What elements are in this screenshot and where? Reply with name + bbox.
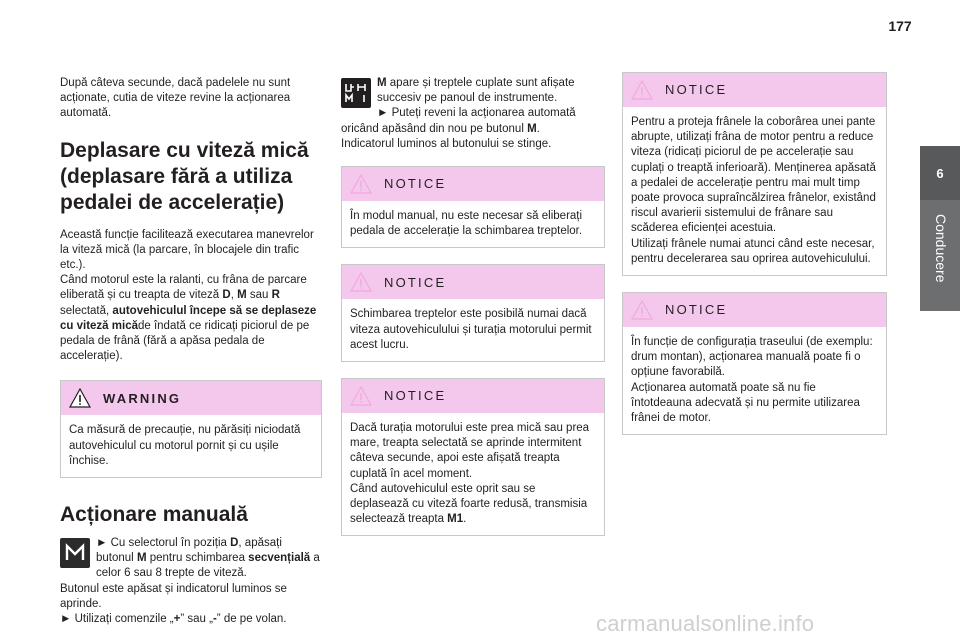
low-speed-paragraph-a: Această funcție facilitează executarea manevrelor la viteză mică (la parcare, în blocajele din trafic etc.). [60,228,314,272]
notice-box-1 [341,166,605,248]
column-3 [622,76,887,435]
notice-text-3: Dacă turația motorului este prea mică sau prea mare, treapta selectată se aprinde intermitent câteva secunde, apoi este afișată treapta cuplată în acel moment. Când autovehiculul este oprit sau se deplasează cu viteză foarte redusă, transmisia selectează treapta M1. [350,422,590,526]
notice-header-1 [342,167,604,201]
notice-header-3 [342,379,604,413]
notice-triangle-icon [350,272,372,292]
return-auto-instruction: ► Puteți reveni la acționarea automată oricând apăsând din nou pe butonul M. [341,107,576,135]
notice-box-3 [341,378,605,536]
notice-text-5: În funcție de configurația traseului (de exemplu: drum montan), acționarea manuală poate fi o opțiune favorabilă. Acționarea automată poate să nu fie întotdeauna adecvată și nu permite utilizarea frânei de motor. [631,336,873,425]
section-heading-manual: Acționare manuală [60,503,248,527]
notice-box-2 [341,264,605,362]
low-speed-paragraph-b: Când motorul este la ralanti, cu frâna de parcare eliberată și cu treapta de viteză D, M sau R selectată, autovehiculul începe să se deplaseze cu viteză micăde îndată ce ridicați piciorul de pe pedala de frână (fără a apăsa pedala de accelerație). [60,274,317,363]
warning-triangle-icon [69,388,91,408]
notice-header-2 [342,265,604,299]
chapter-label: Conducere [933,214,949,283]
section-heading-low-speed: Deplasare cu viteză mică (deplasare fără a utiliza pedalei de accelerație) [60,138,309,214]
notice-triangle-icon [350,386,372,406]
notice-triangle-icon [631,80,653,100]
chapter-number: 6 [920,146,960,200]
intro-paragraph: După câteva secunde, dacă padelele nu sunt acționate, cutia de viteze revine la acționarea automată. [60,77,291,120]
notice-title-3: NOTICE [384,388,447,404]
manual-step-1: ► Cu selectorul în poziția D, apăsați butonul M pentru schimbarea secvențială a celor 6 sau 8 trepte de viteză. [60,536,322,582]
notice-title-4: NOTICE [665,82,728,98]
notice-box-4 [622,72,887,276]
warning-title: WARNING [103,390,182,406]
notice-box-5 [622,292,887,435]
notice-triangle-icon [631,300,653,320]
notice-header-5 [623,293,886,327]
gear-display-paragraph: M apare și treptele cuplate sunt afișate succesiv pe panoul de instrumente. [341,76,605,106]
column-2 [341,76,605,536]
notice-triangle-icon [350,174,372,194]
column-1 [60,76,322,627]
gear-display-m-icon [341,78,371,108]
watermark: carmanualsonline.info [596,611,815,636]
notice-title-5: NOTICE [665,302,728,318]
manual-step-3: ► Utilizați comenzile „+” sau „-” de pe volan. [60,613,287,626]
notice-text-4: Pentru a proteja frânele la coborârea unei pante abrupte, utilizați frâna de motor pentru a reduce viteza (ridicați piciorul de pe accelerație sau cuplați o treaptă inferioară). Menținerea apăsată a pedalei de accelerație pentru mai mult timp poate provoca supraîncălzirea frânelor, existând riscul avarierii sistemului de frânare sau scăderea eficienței acestuia. Utilizați frânele numai atunci când este necesar, pentru decelerarea sau oprirea autovehiculului. [631,116,876,265]
notice-title-1: NOTICE [384,176,447,192]
notice-title-2: NOTICE [384,274,447,290]
warning-box [60,380,322,478]
manual-step-2: Butonul este apăsat și indicatorul luminos se aprinde. [60,582,287,610]
notice-text-1: În modul manual, nu este necesar să eliberați pedala de accelerație la schimbarea treptelor. [350,210,583,238]
warning-header [61,381,321,415]
notice-text-2: Schimbarea treptelor este posibilă numai dacă viteza autovehiculului și turația motorului permit acest lucru. [350,308,592,351]
page-number: 177 [888,18,912,34]
warning-text: Ca măsură de precauție, nu părăsiți niciodată autovehiculul cu motorul pornit și cu ușile închise. [69,424,301,467]
manual-mode-m-icon [60,538,90,568]
notice-header-4 [623,73,886,107]
indicator-off-text: Indicatorul luminos al butonului se stinge. [341,137,552,150]
